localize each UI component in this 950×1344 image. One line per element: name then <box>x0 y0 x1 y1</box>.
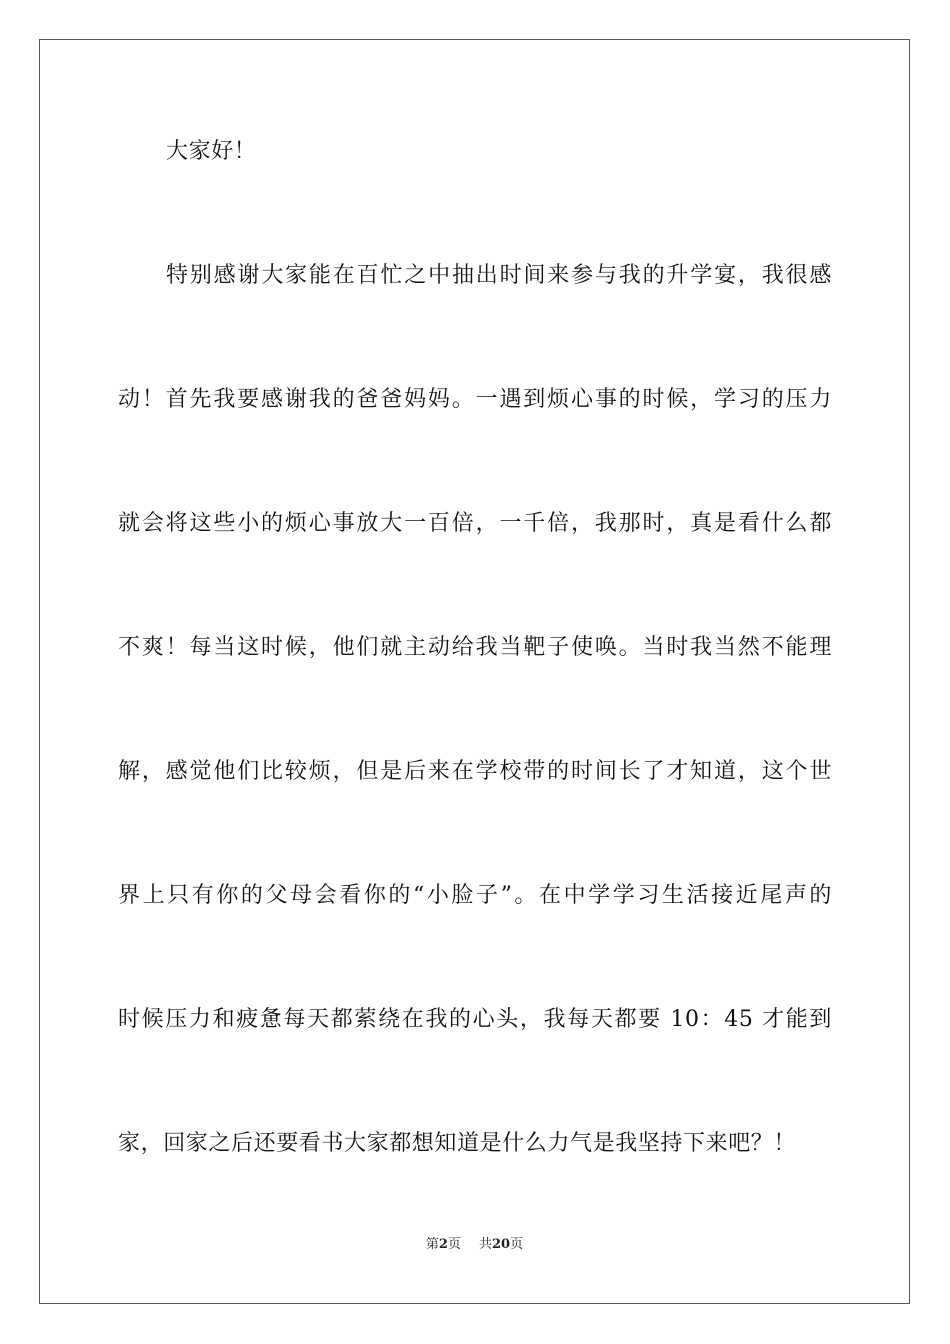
paragraph-line: 家，回家之后还要看书大家都想知道是什么力气是我坚持下来吧？！ <box>118 1131 797 1156</box>
document-page <box>39 39 910 1304</box>
page-number: 2 <box>438 1237 448 1252</box>
paragraph-line: 动！首先我要感谢我的爸爸妈妈。一遇到烦心事的时候，学习的压力 <box>118 387 832 412</box>
total-pages: 20 <box>491 1237 511 1252</box>
page-footer <box>40 1235 909 1255</box>
paragraph-line: 特别感谢大家能在百忙之中抽出时间来参与我的升学宴，我很感 <box>166 263 832 288</box>
paragraph-line: 解，感觉他们比较烦，但是后来在学校带的时间长了才知道，这个世 <box>118 759 832 784</box>
page-prefix: 第 <box>425 1237 439 1252</box>
page-suffix: 页 <box>447 1237 461 1252</box>
paragraph-line: 界上只有你的父母会看你的“小脸子”。在中学学习生活接近尾声的 <box>118 883 832 908</box>
greeting-line: 大家好！ <box>166 139 257 164</box>
total-suffix: 页 <box>510 1237 524 1252</box>
total-prefix: 共 <box>478 1237 492 1252</box>
paragraph-line: 时候压力和疲惫每天都萦绕在我的心头，我每天都要 10：45 才能到 <box>118 1007 832 1032</box>
paragraph-line: 就会将这些小的烦心事放大一百倍，一千倍，我那时，真是看什么都 <box>118 511 832 536</box>
paragraph-line: 不爽！每当这时候，他们就主动给我当靶子使唤。当时我当然不能理 <box>118 635 832 660</box>
